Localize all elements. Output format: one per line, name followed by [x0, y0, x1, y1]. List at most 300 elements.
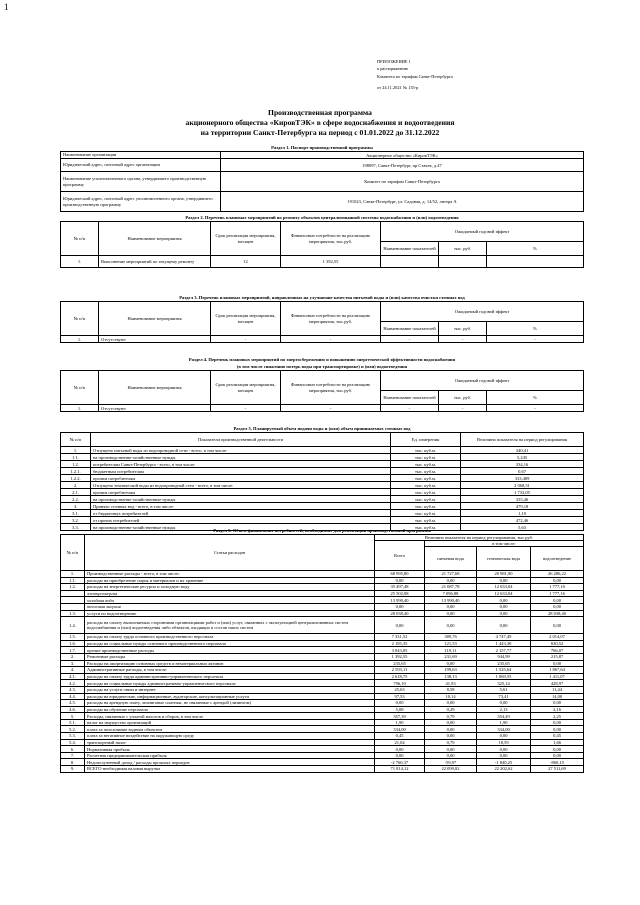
column-header: питьевая вода	[425, 547, 477, 571]
cell: 325,14	[477, 680, 531, 687]
column-header: Всего	[375, 541, 425, 571]
cell: 1 411,07	[531, 673, 584, 680]
cell: 1.	[61, 447, 91, 454]
cell: 41,93	[425, 680, 477, 687]
column-header: Наименование показателей	[381, 242, 439, 256]
table-row	[61, 336, 584, 343]
cell: 26 286,22	[531, 571, 584, 578]
table-row	[61, 686, 584, 693]
passport-label: Наименование организации	[61, 152, 221, 159]
cell: 0,00	[375, 746, 425, 753]
cell: -860,15	[531, 759, 584, 766]
cell: 0,00	[425, 746, 477, 753]
table-row	[61, 726, 584, 733]
cell: плата за пользование водным объектом	[85, 726, 375, 733]
cell: 0,00	[477, 746, 531, 753]
cell: 4.6.	[61, 706, 85, 713]
cell: 2 157,77	[477, 647, 531, 654]
column-header: № п/п	[61, 302, 99, 336]
cell: 21,04	[375, 739, 425, 746]
cell: 0,00	[425, 719, 477, 726]
table-row	[61, 597, 584, 604]
cell: -	[487, 336, 584, 343]
cell: 11,44	[531, 686, 584, 693]
table-row	[61, 571, 584, 578]
cell: 0,45	[531, 733, 584, 740]
table-row	[61, 172, 584, 192]
cell: 4.2.	[61, 680, 85, 687]
cell: 5.1.	[61, 719, 85, 726]
cell: 6.	[61, 746, 85, 753]
cell: 13 990,40	[425, 597, 477, 604]
repair-measures-table	[60, 221, 584, 268]
cell: 1.7.	[61, 647, 85, 654]
cell: 5,61	[477, 686, 531, 693]
cell: 1.	[61, 571, 85, 578]
table-row	[61, 584, 584, 591]
cell: 5,08	[375, 706, 425, 713]
cell: 2.	[61, 653, 85, 660]
appendix-line: Комитета по тарифам Санкт-Петербурга	[377, 73, 453, 79]
cell: 0,00	[375, 577, 425, 584]
cell	[61, 603, 85, 610]
cell: 766,07	[531, 647, 584, 654]
cell: 3.1.	[61, 510, 91, 517]
section-1-caption: Раздел 1. Паспорт производственной программы	[271, 145, 373, 150]
cell: тыс. куб.м.	[391, 510, 461, 517]
cell: 1 392,55	[281, 256, 381, 268]
cell: 25 502,08	[375, 590, 425, 597]
cell: -	[439, 405, 487, 412]
cell: 235,65	[375, 660, 425, 667]
cell: 27 511,69	[531, 766, 584, 773]
table-row	[61, 693, 584, 700]
cell: 199,63	[425, 667, 477, 674]
cell: расходы на оплату труда административно-управленческого персонала	[85, 673, 375, 680]
cell: 3.3.	[61, 524, 91, 531]
cell: 1.	[61, 405, 99, 412]
table-row	[61, 152, 584, 159]
cell: Расходы на амортизацию основных средств и нематериальных активов	[85, 660, 375, 667]
table-row	[61, 752, 584, 759]
cell: 9.	[61, 766, 85, 773]
cell: тыс. куб.м.	[391, 503, 461, 510]
cell: Отсутствуют	[99, 405, 211, 412]
cell: -	[281, 336, 381, 343]
table-row	[61, 667, 584, 674]
cell: 1,10	[461, 510, 584, 517]
cell: 428,97	[531, 680, 584, 687]
column-header: Показатели производственной деятельности	[91, 433, 391, 447]
cell: Отсутствуют	[99, 336, 211, 343]
table-row	[61, 759, 584, 766]
cell: расходы на энергетические ресурсы и холодную воду	[85, 584, 375, 591]
cell: 0,45	[375, 733, 425, 740]
cell: 0,00	[477, 700, 531, 707]
cell: 0,00	[375, 752, 425, 759]
section-2	[60, 214, 584, 268]
cell: от прочих потребителей	[91, 517, 391, 524]
cell: 1.1.	[61, 577, 85, 584]
cell: 0,00	[425, 577, 477, 584]
cell: 389,76	[425, 634, 477, 641]
column-header: Финансовые потребности на реализацию мероприятия, тыс.руб.	[281, 222, 381, 256]
cell: 18,59	[477, 739, 531, 746]
cell: 0,00	[531, 746, 584, 753]
cell: транспортный налог	[85, 739, 375, 746]
cell: 1,90	[477, 719, 531, 726]
column-header: Наименование показателей	[381, 391, 439, 405]
cell: 0,00	[425, 752, 477, 759]
cell: 97,53	[375, 693, 425, 700]
cell: 354,49	[477, 713, 531, 720]
column-header: Ожидаемый годовой эффект	[381, 222, 584, 242]
cell: 68 995,80	[375, 571, 425, 578]
page-corner-number: 1	[4, 2, 9, 12]
cell: 1.6.	[61, 640, 85, 647]
cell: -	[381, 336, 439, 343]
title-line: на территории Санкт-Петербурга на период с 01.01.2022 до 31.12.2022	[200, 128, 440, 137]
cell: 0,00	[425, 726, 477, 733]
table-row	[61, 447, 584, 454]
table-row	[61, 739, 584, 746]
cell: 0,00	[425, 610, 477, 617]
section-5	[60, 425, 584, 531]
cell: 0,00	[425, 603, 477, 610]
table-row	[61, 475, 584, 482]
cell: 0,00	[531, 660, 584, 667]
cell: 0,79	[425, 713, 477, 720]
column-header: Наименование показателей	[381, 322, 439, 336]
table-row	[61, 647, 584, 654]
cell: -2 760,37	[375, 759, 425, 766]
cell: 472,46	[461, 517, 584, 524]
cell: 0,00	[375, 603, 425, 610]
table-row	[61, 405, 584, 412]
cell: 5.2.	[61, 726, 85, 733]
cell: 334,00	[477, 726, 531, 733]
section-3	[60, 294, 584, 343]
cell: 0,00	[477, 577, 531, 584]
section-6	[60, 527, 584, 773]
cell: 121,53	[425, 640, 477, 647]
column-header: водоотведение	[531, 547, 584, 571]
table-row	[61, 461, 584, 468]
table-row	[61, 489, 584, 496]
column-header: Статьи расходов	[85, 535, 375, 571]
cell: 0,00	[425, 733, 477, 740]
cell: -	[487, 405, 584, 412]
cell: 630,52	[531, 640, 584, 647]
cell: 7 331,52	[375, 634, 425, 641]
cell: Нормативная прибыль	[85, 746, 375, 753]
cell: 0,00	[425, 617, 477, 634]
cell: -	[211, 336, 281, 343]
column-header: тыс. руб.	[439, 322, 487, 336]
table-row	[61, 192, 584, 212]
cell: 1 777,16	[531, 590, 584, 597]
cell: расходы на услуги связи и интернет	[85, 686, 375, 693]
cell: 1 777,16	[531, 584, 584, 591]
cell: 28 038,40	[531, 610, 584, 617]
cell: -1 840,25	[477, 759, 531, 766]
cell: 4 747,49	[477, 634, 531, 641]
cell: 0,00	[375, 617, 425, 634]
cell: -	[439, 336, 487, 343]
cell: Принято сточных вод - всего, в том числе:	[91, 503, 391, 510]
cell: 0,00	[477, 597, 531, 604]
cell: 1,66	[531, 739, 584, 746]
table-row	[61, 603, 584, 610]
cell: 0,00	[531, 597, 584, 604]
cell: Выполнение мероприятий по текущему ремонту	[99, 256, 211, 268]
cell: тыс. куб.м.	[391, 496, 461, 503]
cell: прочим потребителям	[91, 475, 391, 482]
cell: 1.1.	[61, 454, 91, 461]
cell: -	[211, 405, 281, 412]
passport-value: 191023, Санкт-Петербург, ул. Садовая, д. 14/52, литера А	[221, 192, 584, 212]
cell: 73,41	[477, 693, 531, 700]
cell: 2.1.	[61, 489, 91, 496]
column-header: № п/п	[61, 433, 91, 447]
cell: тыс. куб.м.	[391, 482, 461, 489]
column-header: Финансовые потребности на реализацию мероприятия, тыс.руб.	[281, 371, 381, 405]
cell: Административные расходы, в том числе:	[85, 667, 375, 674]
cell: тыс. куб.м.	[391, 489, 461, 496]
cell: 2 593,11	[375, 667, 425, 674]
cell: бюджетным потребителям	[91, 468, 391, 475]
cell: 1.2.	[61, 584, 85, 591]
column-header: № п/п	[61, 222, 99, 256]
column-header: тыс. руб.	[439, 242, 487, 256]
cell: тепловая энергия	[85, 603, 375, 610]
column-header: в том числе:	[425, 541, 584, 547]
document-title	[60, 108, 580, 138]
cell: 1 069,55	[477, 673, 531, 680]
cell: 35 497,48	[375, 584, 425, 591]
cell: 1 525,64	[477, 667, 531, 674]
cell: 2,13	[477, 706, 531, 713]
cell: расходы на оплату выполняемых сторонними организациями работ и (или) услуг, связанных с эксплуатацией централизованных систем водоснабжения и (или) водоотведения либо объектов, входящих в состав таких систем	[85, 617, 375, 634]
column-header: Наименование мероприятия	[99, 222, 211, 256]
table-row	[61, 610, 584, 617]
cell: холодная вода	[85, 597, 375, 604]
cell: 13 990,40	[375, 597, 425, 604]
cell: 1,90	[375, 719, 425, 726]
table-row	[61, 517, 584, 524]
table-header-row	[61, 371, 584, 391]
cell: расходы на обучение персонала	[85, 706, 375, 713]
financing-table	[60, 534, 584, 773]
cell: 3 043,05	[375, 647, 425, 654]
cell: тыс. куб.м.	[391, 475, 461, 482]
cell: расходы на приобретение сырья и материалов и их хранение	[85, 577, 375, 584]
cell: -	[381, 405, 439, 412]
cell: расходы на юридические, информационные, аудиторские, консультационные услуги	[85, 693, 375, 700]
financing-table-body	[61, 571, 584, 773]
cell: 4.1.	[61, 673, 85, 680]
cell: от бюджетных потребителей	[91, 510, 391, 517]
table-row	[61, 766, 584, 773]
cell: 334,16	[461, 461, 584, 468]
cell: Отпущено питьевой воды из водопроводной сети - всего, в том числе:	[91, 447, 391, 454]
title-line: Производственная программа	[268, 108, 372, 117]
cell: 5,63	[461, 524, 584, 531]
cell: Ремонтные расходы	[85, 653, 375, 660]
quality-measures-table	[60, 301, 584, 343]
cell: 0,00	[531, 752, 584, 759]
cell: 215,87	[531, 653, 584, 660]
cell: на производственно-хозяйственные нужды	[91, 496, 391, 503]
cell: тыс. куб.м.	[391, 454, 461, 461]
title-line: акционерного общества «КировТЭК» в сфере водоснабжения и водоотведения	[185, 118, 455, 127]
section-4-caption: (в том числе снижению потерь воды при транспортировке) и (или) водоотведения	[236, 364, 408, 369]
table-row	[61, 719, 584, 726]
cell: расходы на арендную плату, лизинговые платежи, не связанные с арендой (лизингом)	[85, 700, 375, 707]
cell: 2 618,75	[375, 673, 425, 680]
column-header: Ожидаемый годовой эффект	[381, 371, 584, 391]
table-header-row	[61, 433, 584, 447]
cell: 0,00	[531, 617, 584, 634]
cell: 1.2.2.	[61, 475, 91, 482]
cell: 3.	[61, 660, 85, 667]
appendix-line: к распоряжению	[377, 66, 408, 72]
cell: Производственные расходы - всего, в том числе:	[85, 571, 375, 578]
cell	[381, 256, 439, 268]
table-row	[61, 733, 584, 740]
cell: Отпущено технической воды из водопроводной сети - всего, в том числе:	[91, 482, 391, 489]
cell: 0,00	[477, 733, 531, 740]
cell: 2 068,51	[461, 482, 584, 489]
column-header: Срок реализации мероприятия, месяцев	[211, 222, 281, 256]
cell: 0,00	[425, 700, 477, 707]
cell: 1.	[61, 256, 99, 268]
cell: плата за негативное воздействие на окружающую среду	[85, 733, 375, 740]
passport-value: Акционерное общество «КировТЭК»	[221, 152, 584, 159]
cell: 0,29	[425, 706, 477, 713]
column-header: Срок реализации мероприятия, месяцев	[211, 371, 281, 405]
column-header: Наименование мероприятия	[99, 371, 211, 405]
cell: 3.	[61, 503, 91, 510]
section-6-caption: Раздел 6. Объем финансовых потребностей, необходимых для реализации производственной программы	[213, 528, 431, 533]
cell: 2,16	[531, 706, 584, 713]
section-5-caption: Раздел 5. Планируемый объем подачи воды и (или) объем принимаемых сточных вод	[233, 426, 411, 431]
cell: 4.4.	[61, 693, 85, 700]
cell: 2.2.	[61, 496, 91, 503]
passport-table	[60, 151, 584, 212]
cell: 335,46	[461, 496, 584, 503]
column-header: Величина показателя на период регулирования, тыс.руб.	[375, 535, 584, 541]
column-header: Срок реализации мероприятия, месяцев	[211, 302, 281, 336]
cell: налог на имущество организаций	[85, 719, 375, 726]
cell: 0,00	[531, 577, 584, 584]
cell: 138,13	[425, 673, 477, 680]
table-row	[61, 454, 584, 461]
cell: 479,18	[461, 503, 584, 510]
cell: тыс. куб.м.	[391, 517, 461, 524]
table-row	[61, 256, 584, 268]
cell: 1.2.	[61, 461, 91, 468]
cell: 119,11	[425, 647, 477, 654]
cell: 7 096,88	[425, 590, 477, 597]
cell: на производственно-хозяйственные нужды	[91, 524, 391, 531]
cell: 340,41	[461, 447, 584, 454]
cell: 28 038,40	[375, 610, 425, 617]
table-row	[61, 746, 584, 753]
cell: 1 733,05	[461, 489, 584, 496]
cell: 334,00	[375, 726, 425, 733]
cell: прочие производственные расходы	[85, 647, 375, 654]
cell: тыс. куб.м.	[391, 447, 461, 454]
table-row	[61, 577, 584, 584]
cell: 0,00	[477, 603, 531, 610]
table-row	[61, 713, 584, 720]
cell	[487, 256, 584, 268]
cell: 1 867,64	[531, 667, 584, 674]
cell: 7.	[61, 752, 85, 759]
table-row	[61, 482, 584, 489]
table-header-row	[61, 302, 584, 322]
cell: Расходы, связанные с уплатой налогов и сборов, в том числе	[85, 713, 375, 720]
cell: 71 814,12	[375, 766, 425, 773]
cell: 1 392,55	[375, 653, 425, 660]
cell: 0,00	[425, 660, 477, 667]
cell: на производственно-хозяйственные нужды	[91, 454, 391, 461]
table-row	[61, 640, 584, 647]
table-header-row	[61, 535, 584, 541]
cell	[439, 256, 487, 268]
column-header: %	[487, 391, 584, 405]
cell: 8,58	[425, 686, 477, 693]
cell: расходы на оплату труда основного производственного персонала	[85, 634, 375, 641]
appendix-header	[377, 58, 453, 91]
cell: расходы на социальные нужды административно-управленческого персонала	[85, 680, 375, 687]
cell: 0,79	[425, 739, 477, 746]
cell: 2 014,07	[531, 634, 584, 641]
cell: 4.	[61, 667, 85, 674]
passport-label: Юридический адрес, почтовый адрес уполномоченного органа, утвердившего производственную программу	[61, 192, 221, 212]
cell: 22 099,82	[425, 766, 477, 773]
cell: 5.	[61, 713, 85, 720]
table-row	[61, 468, 584, 475]
cell: Недополученный доход / расходы прошлых периодов	[85, 759, 375, 766]
section-1	[60, 144, 584, 212]
cell: Расчетная предпринимательская прибыль	[85, 752, 375, 759]
column-header: Ожидаемый годовой эффект	[381, 302, 584, 322]
cell: 357,39	[375, 713, 425, 720]
cell: 0,00	[375, 700, 425, 707]
volumes-table	[60, 432, 584, 531]
cell: 2 195,35	[375, 640, 425, 647]
table-header-row	[61, 222, 584, 242]
section-2-caption: Раздел 2. Перечень плановых мероприятий по ремонту объектов централизованной системы водоснабжения и (или) водоотведения	[185, 215, 459, 220]
cell: 1.2.1.	[61, 468, 91, 475]
table-row	[61, 510, 584, 517]
cell: тыс. куб.м.	[391, 461, 461, 468]
passport-label: Наименование уполномоченного органа, утвердившего производственную программу	[61, 172, 221, 192]
cell: 10,14	[425, 693, 477, 700]
cell: 1 443,30	[477, 640, 531, 647]
cell: 796,10	[375, 680, 425, 687]
cell: потребителям Санкт-Петербурга - всего, в том числе:	[91, 461, 391, 468]
cell: прочим потребителям	[91, 489, 391, 496]
cell: 25,63	[375, 686, 425, 693]
section-4-caption: Раздел 4. Перечень плановых мероприятий по энергосбережению и повышению энергетической эффективности водоснабжения	[188, 357, 456, 362]
cell: расходы на социальные нужды основного производственного персонала	[85, 640, 375, 647]
cell: 231,69	[425, 653, 477, 660]
cell: 235,65	[477, 660, 531, 667]
cell: 2.	[61, 482, 91, 489]
